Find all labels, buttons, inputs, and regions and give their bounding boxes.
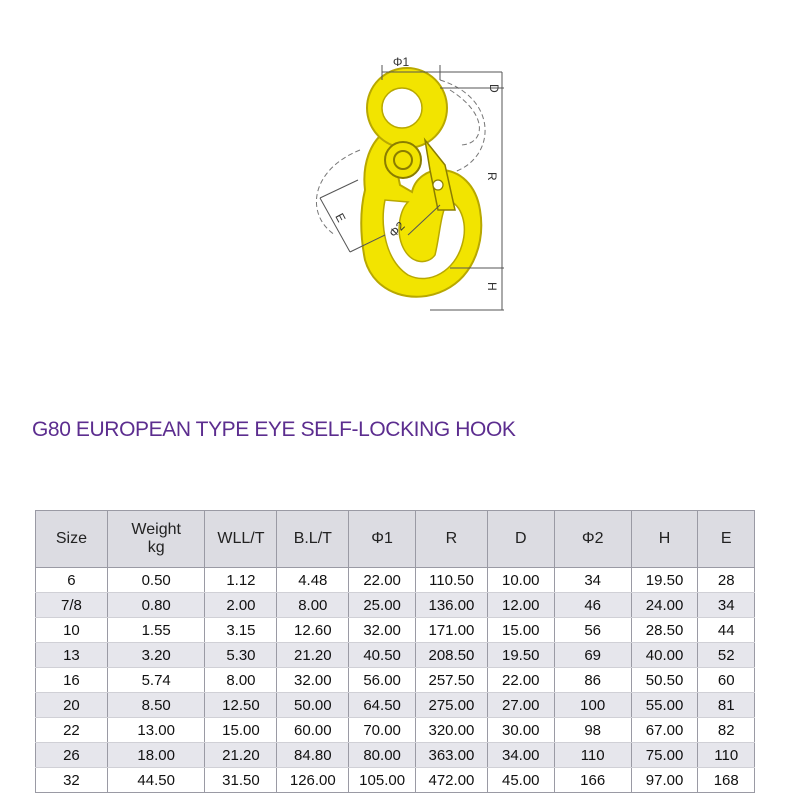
cell-e: 81 — [698, 693, 755, 718]
cell-phi2: 166 — [554, 768, 631, 793]
hook-diagram — [290, 20, 530, 320]
header-d: D — [487, 511, 554, 568]
table-row — [36, 718, 755, 743]
header-h: H — [631, 511, 698, 568]
r-label: R — [485, 172, 499, 181]
cell-weight: 44.50 — [107, 768, 205, 793]
cell-bl: 32.00 — [277, 668, 349, 693]
cell-d: 10.00 — [487, 568, 554, 593]
cell-d: 22.00 — [487, 668, 554, 693]
table-row — [36, 643, 755, 668]
cell-weight: 13.00 — [107, 718, 205, 743]
table-row — [36, 743, 755, 768]
cell-e: 168 — [698, 768, 755, 793]
cell-bl: 8.00 — [277, 593, 349, 618]
header-weight: Weight kg — [107, 511, 205, 568]
header-wll: WLL/T — [205, 511, 277, 568]
cell-bl: 4.48 — [277, 568, 349, 593]
cell-h: 67.00 — [631, 718, 698, 743]
cell-weight: 18.00 — [107, 743, 205, 768]
cell-phi1: 22.00 — [349, 568, 416, 593]
cell-r: 171.00 — [416, 618, 488, 643]
cell-phi1: 25.00 — [349, 593, 416, 618]
cell-weight: 8.50 — [107, 693, 205, 718]
cell-bl: 60.00 — [277, 718, 349, 743]
cell-size: 6 — [36, 568, 108, 593]
cell-bl: 84.80 — [277, 743, 349, 768]
e-label: E — [332, 210, 349, 225]
cell-phi1: 70.00 — [349, 718, 416, 743]
header-size: Size — [36, 511, 108, 568]
table-row — [36, 668, 755, 693]
cell-weight: 1.55 — [107, 618, 205, 643]
cell-phi1: 56.00 — [349, 668, 416, 693]
cell-wll: 21.20 — [205, 743, 277, 768]
cell-e: 60 — [698, 668, 755, 693]
cell-h: 55.00 — [631, 693, 698, 718]
cell-r: 320.00 — [416, 718, 488, 743]
cell-d: 30.00 — [487, 718, 554, 743]
header-phi2: Φ2 — [554, 511, 631, 568]
cell-r: 136.00 — [416, 593, 488, 618]
cell-d: 34.00 — [487, 743, 554, 768]
cell-size: 10 — [36, 618, 108, 643]
cell-phi1: 64.50 — [349, 693, 416, 718]
cell-r: 363.00 — [416, 743, 488, 768]
cell-size: 32 — [36, 768, 108, 793]
header-bl: B.L/T — [277, 511, 349, 568]
hook-shape — [361, 68, 481, 297]
cell-d: 19.50 — [487, 643, 554, 668]
cell-wll: 31.50 — [205, 768, 277, 793]
cell-phi2: 69 — [554, 643, 631, 668]
cell-size: 26 — [36, 743, 108, 768]
cell-size: 22 — [36, 718, 108, 743]
cell-h: 24.00 — [631, 593, 698, 618]
cell-d: 15.00 — [487, 618, 554, 643]
cell-wll: 15.00 — [205, 718, 277, 743]
cell-size: 13 — [36, 643, 108, 668]
h-label: H — [485, 282, 499, 291]
cell-h: 28.50 — [631, 618, 698, 643]
cell-r: 472.00 — [416, 768, 488, 793]
cell-size: 7/8 — [36, 593, 108, 618]
cell-d: 45.00 — [487, 768, 554, 793]
cell-e: 28 — [698, 568, 755, 593]
cell-size: 16 — [36, 668, 108, 693]
cell-h: 19.50 — [631, 568, 698, 593]
cell-h: 50.50 — [631, 668, 698, 693]
phi2-label: Φ2 — [386, 218, 408, 241]
cell-r: 208.50 — [416, 643, 488, 668]
table-row — [36, 593, 755, 618]
cell-phi2: 34 — [554, 568, 631, 593]
header-phi1: Φ1 — [349, 511, 416, 568]
table-row — [36, 568, 755, 593]
cell-wll: 3.15 — [205, 618, 277, 643]
cell-phi1: 105.00 — [349, 768, 416, 793]
product-title: G80 EUROPEAN TYPE EYE SELF-LOCKING HOOK — [32, 418, 516, 441]
cell-wll: 2.00 — [205, 593, 277, 618]
table-row — [36, 618, 755, 643]
cell-bl: 50.00 — [277, 693, 349, 718]
cell-weight: 0.50 — [107, 568, 205, 593]
table-header-row — [36, 511, 755, 568]
cell-e: 34 — [698, 593, 755, 618]
cell-h: 40.00 — [631, 643, 698, 668]
cell-wll: 12.50 — [205, 693, 277, 718]
cell-size: 20 — [36, 693, 108, 718]
header-e: E — [698, 511, 755, 568]
table-body — [36, 568, 755, 793]
cell-r: 275.00 — [416, 693, 488, 718]
cell-e: 44 — [698, 618, 755, 643]
table-row — [36, 693, 755, 718]
cell-d: 12.00 — [487, 593, 554, 618]
cell-phi1: 80.00 — [349, 743, 416, 768]
cell-h: 97.00 — [631, 768, 698, 793]
cell-phi2: 100 — [554, 693, 631, 718]
cell-e: 110 — [698, 743, 755, 768]
cell-e: 52 — [698, 643, 755, 668]
cell-phi2: 98 — [554, 718, 631, 743]
cell-wll: 5.30 — [205, 643, 277, 668]
header-r: R — [416, 511, 488, 568]
d-label: D — [487, 84, 501, 93]
cell-phi2: 86 — [554, 668, 631, 693]
cell-weight: 0.80 — [107, 593, 205, 618]
cell-phi1: 32.00 — [349, 618, 416, 643]
phi1-label: Φ1 — [392, 55, 410, 69]
cell-wll: 1.12 — [205, 568, 277, 593]
cell-bl: 21.20 — [277, 643, 349, 668]
cell-bl: 126.00 — [277, 768, 349, 793]
cell-weight: 5.74 — [107, 668, 205, 693]
cell-d: 27.00 — [487, 693, 554, 718]
cell-wll: 8.00 — [205, 668, 277, 693]
cell-r: 257.50 — [416, 668, 488, 693]
cell-h: 75.00 — [631, 743, 698, 768]
cell-weight: 3.20 — [107, 643, 205, 668]
spec-table — [35, 510, 755, 793]
cell-phi2: 56 — [554, 618, 631, 643]
cell-e: 82 — [698, 718, 755, 743]
cell-phi1: 40.50 — [349, 643, 416, 668]
cell-r: 110.50 — [416, 568, 488, 593]
table-row — [36, 768, 755, 793]
cell-bl: 12.60 — [277, 618, 349, 643]
cell-phi2: 46 — [554, 593, 631, 618]
cell-phi2: 110 — [554, 743, 631, 768]
